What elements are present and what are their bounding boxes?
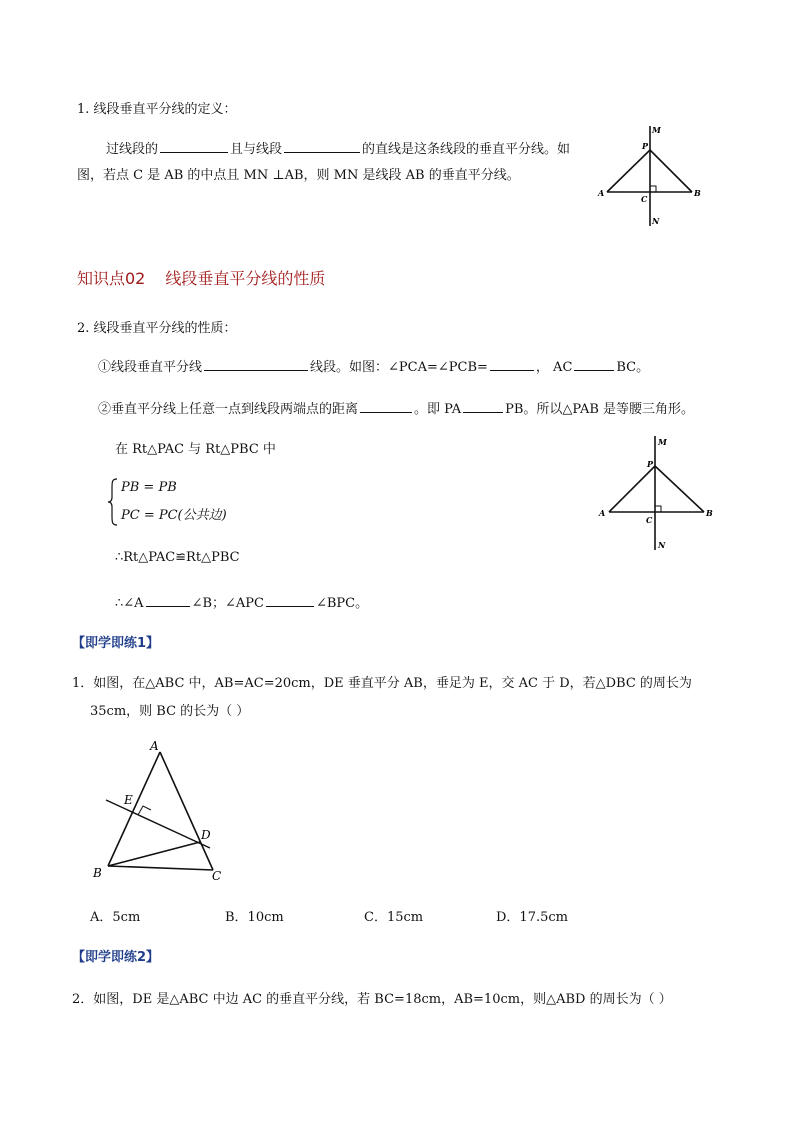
segment-pa-2	[609, 466, 655, 512]
practice1-tag: 【即学即练1】	[72, 636, 160, 651]
side-ac	[160, 752, 213, 870]
tri-label-a: A	[150, 739, 159, 753]
item1-part-a: ①线段垂直平分线	[98, 360, 203, 375]
knowledge-point-heading	[77, 266, 325, 289]
item1-part-b: 线段。如图：∠PCA=∠PCB=	[310, 360, 488, 375]
blank-item2-1[interactable]	[360, 400, 412, 413]
def-part-2: 且与线段	[230, 142, 283, 157]
tri-label-d: D	[201, 828, 211, 842]
blank-item1-2[interactable]	[490, 358, 534, 371]
label-c-2: C	[646, 515, 653, 525]
figure-perpendicular-bisector-2	[592, 432, 716, 554]
conc2-part-a: ∴∠A	[115, 596, 144, 611]
item2-part-b: 。即 PA	[414, 402, 462, 417]
blank-angle-apc[interactable]	[266, 594, 314, 607]
item2-part-a: ②垂直平分线上任意一点到线段两端点的距离	[98, 402, 359, 417]
label-b: B	[694, 188, 701, 198]
section1-title: 1. 线段垂直平分线的定义：	[77, 102, 237, 117]
proof-intro: 在 Rt△PAC 与 Rt△PBC 中	[115, 442, 276, 457]
section2-title: 2. 线段垂直平分线的性质：	[77, 321, 237, 336]
label-c: C	[641, 194, 648, 204]
practice1-question-line1: 1．如图，在△ABC 中，AB=AC=20cm，DE 垂直平分 AB，垂足为 E，交 AC 于 D，若△DBC 的周长为	[72, 676, 692, 691]
tri-label-e: E	[124, 793, 133, 807]
label-n-2: N	[658, 540, 666, 550]
label-a: A	[598, 188, 605, 198]
blank-item1-1[interactable]	[204, 358, 308, 371]
right-angle-mark-2	[655, 506, 661, 512]
blank-item1-3[interactable]	[574, 358, 614, 371]
label-p-2: P	[647, 459, 654, 469]
property-item-1	[98, 356, 649, 375]
heading-label: 知识点02	[77, 269, 146, 288]
line-de	[106, 800, 210, 848]
option-c[interactable]: C．15cm	[364, 910, 424, 925]
label-a-2: A	[599, 508, 606, 518]
figure-perpendicular-bisector-1	[592, 122, 704, 230]
label-p: P	[642, 141, 649, 151]
definition-line-1	[106, 138, 570, 157]
label-n: N	[652, 216, 660, 226]
side-ab	[108, 752, 160, 866]
option-a[interactable]: A．5cm	[90, 910, 141, 925]
conc2-part-c: ∠BPC。	[315, 596, 369, 611]
tri-label-c: C	[212, 869, 222, 883]
segment-pa	[607, 150, 650, 192]
option-d[interactable]: D．17.5cm	[496, 910, 568, 925]
segment-pb-2	[655, 466, 704, 512]
blank-midpoint[interactable]	[160, 140, 228, 153]
blank-perpendicular[interactable]	[284, 140, 360, 153]
item1-part-d: BC。	[616, 360, 650, 375]
left-brace	[107, 478, 119, 526]
right-angle-mark-e	[138, 806, 151, 815]
practice2-question: 2．如图，DE 是△ABC 中边 AC 的垂直平分线，若 BC=18cm，AB=10cm，则△ABD 的周长为（ ）	[72, 992, 672, 1007]
option-b[interactable]: B．10cm	[225, 910, 284, 925]
label-b-2: B	[706, 508, 713, 518]
tri-label-b: B	[93, 866, 102, 880]
blank-angle-a[interactable]	[146, 594, 190, 607]
brace-line-1: PB = PB	[121, 480, 177, 495]
label-m: M	[652, 125, 661, 135]
conclusion-congruent: ∴Rt△PAC≌Rt△PBC	[115, 550, 240, 565]
brace-line-2: PC = PC(公共边)	[121, 508, 227, 523]
property-item-2	[98, 398, 694, 417]
def-part-1: 过线段的	[106, 142, 159, 157]
heading-title: 线段垂直平分线的性质	[165, 269, 326, 288]
conc2-part-b: ∠B；∠APC	[191, 596, 264, 611]
triangle-figure	[88, 738, 238, 884]
practice1-question-line2: 35cm，则 BC 的长为（ ）	[90, 704, 250, 719]
segment-bd	[108, 842, 200, 866]
label-m-2: M	[658, 437, 667, 447]
practice2-tag: 【即学即练2】	[72, 950, 160, 965]
blank-item2-2[interactable]	[463, 400, 503, 413]
conclusion-angles	[115, 592, 368, 611]
definition-line-2: 图，若点 C 是 AB 的中点且 MN ⊥AB，则 MN 是线段 AB 的垂直平分线。	[77, 168, 520, 183]
def-part-3: 的直线是这条线段的垂直平分线。如	[362, 142, 571, 157]
right-angle-mark	[650, 186, 656, 192]
side-bc	[108, 866, 213, 870]
item2-part-c: PB。所以△PAB 是等腰三角形。	[505, 402, 695, 417]
item1-part-c: ， AC	[535, 360, 573, 375]
